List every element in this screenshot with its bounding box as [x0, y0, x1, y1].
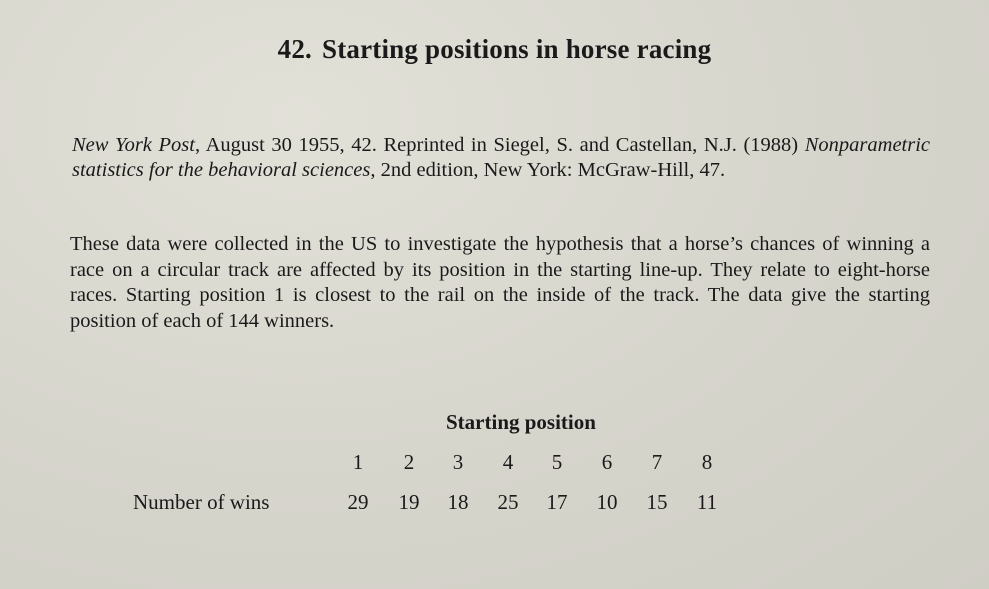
position-cell: 3	[452, 450, 464, 474]
wins-cell: 25	[497, 490, 519, 514]
reference-source: New York Post	[72, 134, 195, 156]
section-title	[0, 34, 989, 65]
table-column-header: Starting position	[446, 410, 596, 434]
wins-cell: 10	[596, 490, 618, 514]
wins-cell: 11	[696, 490, 718, 514]
description-paragraph: These data were collected in the US to investigate the hypothesis that a horse’s chances of winning a race on a circular track are affected by its position in the starting line-up. They relate to eight-horse races. Starting position 1 is closest to the rail on the inside of the track. The data give the starting position of each of 144 winners.	[70, 233, 930, 332]
position-cell: 4	[502, 450, 514, 474]
wins-cell: 17	[546, 490, 568, 514]
reference-book-detail: , 2nd edition, New York: McGraw-Hill, 47.	[370, 159, 726, 181]
reference-citation	[72, 133, 930, 183]
reference-book-title: Nonparametric statistics for the behavioral sciences	[72, 134, 931, 181]
wins-cell: 29	[347, 490, 369, 514]
position-cell: 8	[701, 450, 713, 474]
section-title-text: Starting positions in horse racing	[322, 34, 712, 64]
position-cell: 7	[651, 450, 663, 474]
section-number: 42.	[277, 34, 312, 64]
position-cell: 5	[551, 450, 563, 474]
wins-cell: 18	[447, 490, 469, 514]
position-cell: 1	[352, 450, 364, 474]
wins-cell: 19	[398, 490, 420, 514]
wins-cell: 15	[646, 490, 668, 514]
table-row-label: Number of wins	[133, 490, 270, 514]
position-cell: 6	[601, 450, 613, 474]
position-cell: 2	[403, 450, 415, 474]
reference-source-detail: , August 30 1955, 42. Reprinted in Siegel, S. and Castellan, N.J. (1988)	[194, 134, 799, 156]
